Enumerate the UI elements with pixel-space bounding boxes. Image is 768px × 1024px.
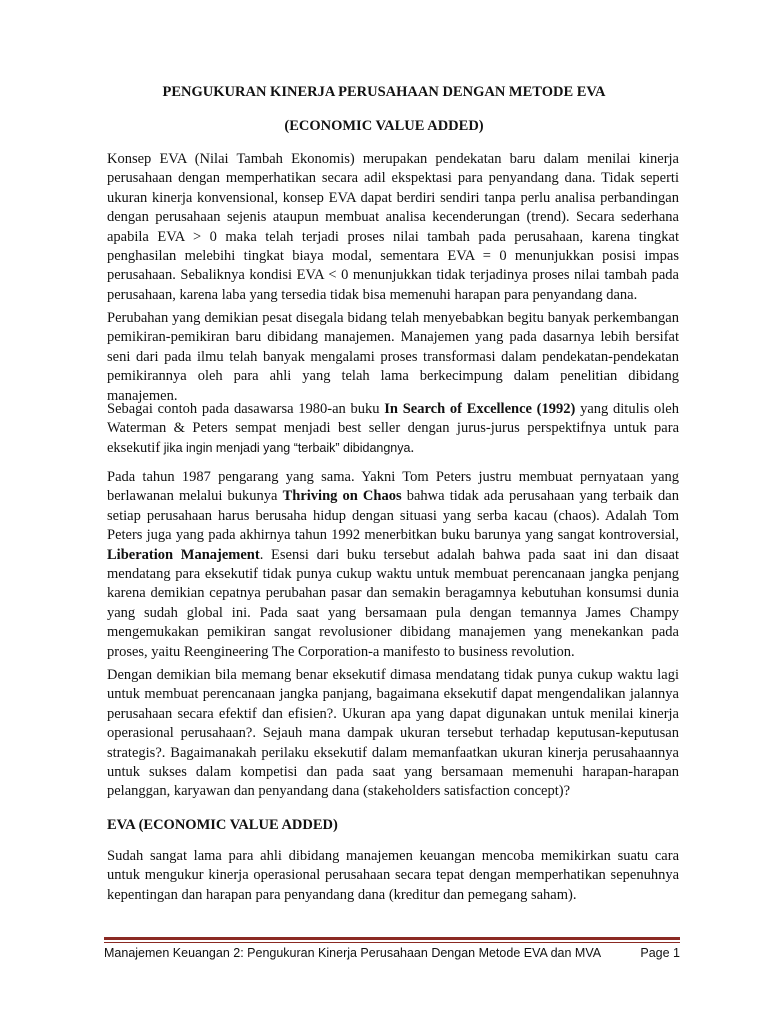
book-title-liberation-manajement: Liberation Manajement [107,546,260,563]
book-title-thriving-on-chaos: Thriving on Chaos [282,488,402,505]
footer-rule-thin [104,942,680,943]
document-subtitle: (ECONOMIC VALUE ADDED) [284,118,484,134]
page-footer [104,945,680,961]
paragraph-5: Dengan demikian bila memang benar eksekutif dimasa mendatang tidak punya cukup waktu lagi untuk membuat perencanaan jangka panjang, bagaimana eksekutif dapat mengendalikan jalannya perusahaan secara efektif dan efisien?. Ukuran apa yang dapat digunakan untuk menilai kinerja operasional perusahaan?. Sejauh mana dampak ukuran tersebut terhadap keputusan-keputusan strategis?. Bagaimanakah perilaku eksekutif dalam memanfaatkan ukuran kinerja perusahaannya untuk sukses dalam kompetisi dan pada saat yang bersamaan memenuhi harapan-harapan pelanggan, karyawan dan penyandang dana (stakeholders satisfaction concept)? [107,667,679,800]
paragraph-3: Sebagai contoh pada dasawarsa 1980-an buku In Search of Excellence (1992) yang ditulis oleh Waterman & Peters sempat menjadi best seller dengan jurus-jurus perspektifnya untuk para eksekutif jika ingin menjadi yang “terbaik” dibidangnya. [107,401,679,456]
book-title-in-search-of-excellence: In Search of Excellence (1992) [384,401,576,417]
paragraph-2: Perubahan yang demikian pesat disegala bidang telah menyebabkan begitu banyak perkembangan pemikiran-pemikiran baru dibidang manajemen. Manajemen yang pada dasarnya lebih bersifat seni dari pada ilmu telah banyak mengalami proses transformasi dalam pendekatan-pendekatan pemikirannya oleh para ahli yang telah lama berkecimpung dalam penelitian dibidang manajemen. [107,310,679,404]
footer-rule-thick [104,937,680,940]
footer-text: Manajemen Keuangan 2: Pengukuran Kinerja Perusahaan Dengan Metode EVA dan MVA [104,946,602,960]
page-number: Page 1 [640,946,680,960]
paragraph-4: Pada tahun 1987 pengarang yang sama. Yakni Tom Peters justru membuat pernyataan yang berlawanan melalui bukunya Thriving on Chaos bahwa tidak ada perusahaan yang terbaik dan setiap perusahaan harus berusaha hidup dengan situasi yang serba kacau (chaos). Adalah Tom Peters juga yang pada akhirnya tahun 1992 menerbitkan buku barunya yang sangat kontroversial, Liberation Manajement. Esensi dari buku tersebut adalah bahwa pada saat ini dan disaat mendatang para eksekutif tidak punya cukup waktu untuk membuat perencanaan jangka penjang karena demikian cepatnya perubahan pasar dan semakin beragamnya kebutuhan konsumsi dunia yang sudah global ini. Pada saat yang bersamaan pula dengan temannya James Champy mengemukakan pemikiran sangat revolusioner dibidang manajemen yang menekankan pada proses, yaitu Reengineering The Corporation-a manifesto to business revolution. [107,469,679,660]
paragraph-6: Sudah sangat lama para ahli dibidang manajemen keuangan mencoba memikirkan suatu cara untuk mengukur kinerja operasional perusahaan secara tepat dengan memperhatikan sepenuhnya kepentingan dan harapan para penyandang dana (kreditur dan pemegang saham). [107,848,679,903]
paragraph-1: Konsep EVA (Nilai Tambah Ekonomis) merupakan pendekatan baru dalam menilai kinerja perusahaan dengan memperhatikan secara adil ekspektasi para penyandang dana. Tidak seperti ukuran kinerja konvensional, konsep EVA dapat berdiri sendiri tanpa perlu analisa perbandingan dengan perusahaan sejenis ataupun membuat analisa kecenderungan (trend). Secara sederhana apabila EVA > 0 maka telah terjadi proses nilai tambah pada perusahaan, karena tingkat penghasilan melebihi tingkat biaya modal, sementara EVA = 0 menunjukkan posisi impas perusahaan. Sebaliknya kondisi EVA < 0 menunjukkan tidak terjadinya proses nilai tambah pada perusahaan, karena laba yang tersedia tidak bisa memenuhi harapan para penyandang dana. [107,151,679,303]
document-title: PENGUKURAN KINERJA PERUSAHAAN DENGAN METODE EVA [162,84,606,100]
section-heading-eva: EVA (ECONOMIC VALUE ADDED) [107,817,338,833]
